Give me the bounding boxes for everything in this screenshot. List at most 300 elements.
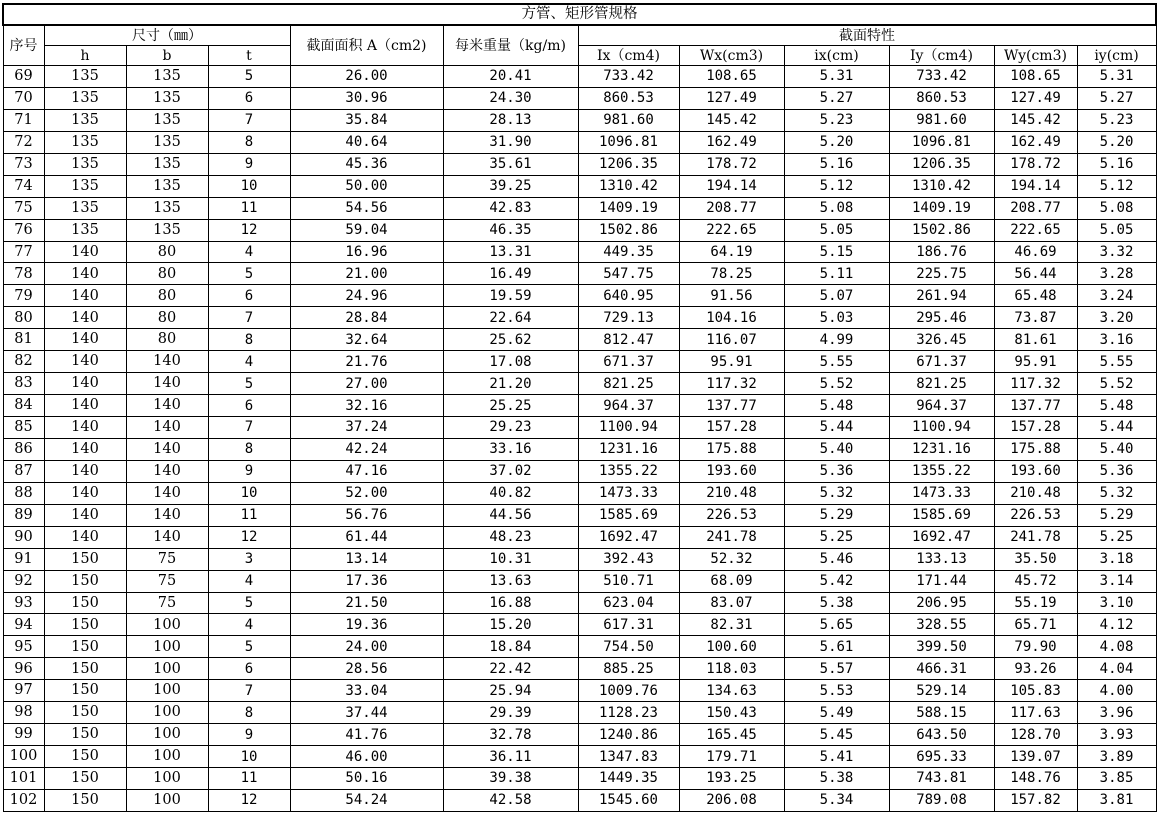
- table-row: [3, 219, 1156, 241]
- cell-h: 140: [44, 482, 126, 504]
- header-iy-moment: Iy（cm4): [889, 46, 994, 66]
- cell-weight: 46.35: [443, 219, 578, 241]
- cell-h: 150: [44, 724, 126, 746]
- header-ix-radius: ix(cm): [784, 46, 889, 66]
- cell-iy-radius: 3.28: [1077, 263, 1156, 285]
- cell-wy: 208.77: [994, 197, 1077, 219]
- cell-ix-radius: 5.44: [784, 417, 889, 439]
- cell-t: 8: [208, 329, 290, 351]
- cell-wx: 157.28: [679, 417, 784, 439]
- cell-iy-radius: 5.32: [1077, 482, 1156, 504]
- cell-area: 45.36: [290, 153, 443, 175]
- cell-seq: 95: [3, 636, 44, 658]
- cell-h: 135: [44, 197, 126, 219]
- cell-ix-moment: 1310.42: [578, 175, 679, 197]
- cell-seq: 83: [3, 373, 44, 395]
- cell-iy-radius: 4.08: [1077, 636, 1156, 658]
- cell-ix-moment: 1692.47: [578, 526, 679, 548]
- cell-h: 140: [44, 263, 126, 285]
- cell-iy-radius: 5.52: [1077, 373, 1156, 395]
- cell-b: 135: [126, 197, 208, 219]
- cell-b: 140: [126, 526, 208, 548]
- cell-wy: 162.49: [994, 131, 1077, 153]
- cell-h: 135: [44, 219, 126, 241]
- table-row: [3, 548, 1156, 570]
- cell-t: 5: [208, 263, 290, 285]
- cell-t: 7: [208, 417, 290, 439]
- cell-t: 9: [208, 460, 290, 482]
- cell-area: 30.96: [290, 87, 443, 109]
- cell-seq: 87: [3, 460, 44, 482]
- cell-iy-radius: 3.93: [1077, 724, 1156, 746]
- cell-weight: 29.39: [443, 702, 578, 724]
- cell-t: 7: [208, 307, 290, 329]
- cell-area: 35.84: [290, 109, 443, 131]
- header-row-1: [3, 25, 1156, 46]
- cell-ix-radius: 5.34: [784, 789, 889, 811]
- cell-h: 140: [44, 329, 126, 351]
- cell-ix-moment: 729.13: [578, 307, 679, 329]
- cell-wx: 165.45: [679, 724, 784, 746]
- cell-iy-radius: 5.40: [1077, 438, 1156, 460]
- cell-h: 140: [44, 351, 126, 373]
- cell-ix-moment: 1128.23: [578, 702, 679, 724]
- cell-wx: 193.25: [679, 768, 784, 790]
- cell-wx: 179.71: [679, 746, 784, 768]
- cell-iy-moment: 643.50: [889, 724, 994, 746]
- table-row: [3, 87, 1156, 109]
- cell-b: 80: [126, 307, 208, 329]
- header-wy: Wy(cm3): [994, 46, 1077, 66]
- cell-weight: 48.23: [443, 526, 578, 548]
- table-row: [3, 417, 1156, 439]
- cell-b: 135: [126, 109, 208, 131]
- cell-seq: 101: [3, 768, 44, 790]
- cell-h: 140: [44, 373, 126, 395]
- cell-ix-moment: 1231.16: [578, 438, 679, 460]
- cell-b: 135: [126, 66, 208, 88]
- cell-wy: 241.78: [994, 526, 1077, 548]
- cell-weight: 31.90: [443, 131, 578, 153]
- cell-iy-radius: 5.05: [1077, 219, 1156, 241]
- table-row: [3, 241, 1156, 263]
- cell-b: 100: [126, 636, 208, 658]
- header-iy-radius: iy(cm): [1077, 46, 1156, 66]
- cell-t: 8: [208, 438, 290, 460]
- cell-b: 80: [126, 263, 208, 285]
- cell-ix-moment: 754.50: [578, 636, 679, 658]
- cell-ix-moment: 733.42: [578, 66, 679, 88]
- header-wx: Wx(cm3): [679, 46, 784, 66]
- cell-seq: 80: [3, 307, 44, 329]
- cell-b: 100: [126, 702, 208, 724]
- cell-ix-moment: 821.25: [578, 373, 679, 395]
- cell-ix-radius: 5.05: [784, 219, 889, 241]
- cell-weight: 25.62: [443, 329, 578, 351]
- cell-h: 140: [44, 526, 126, 548]
- cell-ix-moment: 1240.86: [578, 724, 679, 746]
- cell-t: 7: [208, 680, 290, 702]
- cell-b: 140: [126, 460, 208, 482]
- cell-t: 6: [208, 285, 290, 307]
- cell-wy: 178.72: [994, 153, 1077, 175]
- cell-ix-radius: 5.49: [784, 702, 889, 724]
- cell-iy-radius: 5.16: [1077, 153, 1156, 175]
- cell-h: 135: [44, 109, 126, 131]
- table-row: [3, 131, 1156, 153]
- cell-t: 10: [208, 746, 290, 768]
- cell-ix-moment: 671.37: [578, 351, 679, 373]
- cell-weight: 33.16: [443, 438, 578, 460]
- cell-weight: 28.13: [443, 109, 578, 131]
- cell-weight: 16.49: [443, 263, 578, 285]
- cell-weight: 19.59: [443, 285, 578, 307]
- cell-t: 5: [208, 66, 290, 88]
- cell-iy-moment: 733.42: [889, 66, 994, 88]
- cell-weight: 32.78: [443, 724, 578, 746]
- cell-h: 150: [44, 680, 126, 702]
- cell-iy-radius: 3.24: [1077, 285, 1156, 307]
- cell-area: 46.00: [290, 746, 443, 768]
- cell-ix-radius: 5.36: [784, 460, 889, 482]
- table-row: [3, 460, 1156, 482]
- cell-ix-radius: 5.15: [784, 241, 889, 263]
- cell-iy-radius: 3.16: [1077, 329, 1156, 351]
- cell-wx: 208.77: [679, 197, 784, 219]
- cell-wx: 150.43: [679, 702, 784, 724]
- cell-h: 150: [44, 636, 126, 658]
- cell-iy-moment: 295.46: [889, 307, 994, 329]
- cell-wx: 127.49: [679, 87, 784, 109]
- table-row: [3, 592, 1156, 614]
- cell-b: 135: [126, 87, 208, 109]
- cell-iy-radius: 5.23: [1077, 109, 1156, 131]
- cell-iy-moment: 171.44: [889, 570, 994, 592]
- cell-seq: 79: [3, 285, 44, 307]
- cell-iy-radius: 4.12: [1077, 614, 1156, 636]
- cell-iy-moment: 789.08: [889, 789, 994, 811]
- cell-ix-moment: 1347.83: [578, 746, 679, 768]
- cell-wy: 55.19: [994, 592, 1077, 614]
- cell-wy: 226.53: [994, 504, 1077, 526]
- cell-weight: 36.11: [443, 746, 578, 768]
- cell-wy: 117.32: [994, 373, 1077, 395]
- cell-ix-moment: 1206.35: [578, 153, 679, 175]
- cell-ix-moment: 964.37: [578, 395, 679, 417]
- cell-iy-radius: 5.12: [1077, 175, 1156, 197]
- cell-ix-radius: 4.99: [784, 329, 889, 351]
- cell-iy-moment: 1310.42: [889, 175, 994, 197]
- cell-ix-radius: 5.55: [784, 351, 889, 373]
- cell-ix-radius: 5.32: [784, 482, 889, 504]
- cell-area: 42.24: [290, 438, 443, 460]
- cell-seq: 99: [3, 724, 44, 746]
- cell-iy-moment: 186.76: [889, 241, 994, 263]
- cell-wy: 45.72: [994, 570, 1077, 592]
- cell-iy-radius: 3.96: [1077, 702, 1156, 724]
- table-row: [3, 504, 1156, 526]
- cell-b: 140: [126, 417, 208, 439]
- cell-seq: 71: [3, 109, 44, 131]
- cell-b: 75: [126, 570, 208, 592]
- cell-iy-moment: 1409.19: [889, 197, 994, 219]
- cell-area: 17.36: [290, 570, 443, 592]
- cell-ix-moment: 1355.22: [578, 460, 679, 482]
- cell-area: 24.96: [290, 285, 443, 307]
- cell-t: 12: [208, 526, 290, 548]
- cell-b: 80: [126, 285, 208, 307]
- cell-wy: 105.83: [994, 680, 1077, 702]
- cell-wx: 193.60: [679, 460, 784, 482]
- cell-b: 140: [126, 482, 208, 504]
- cell-iy-moment: 671.37: [889, 351, 994, 373]
- cell-wx: 222.65: [679, 219, 784, 241]
- cell-area: 21.76: [290, 351, 443, 373]
- cell-seq: 75: [3, 197, 44, 219]
- cell-ix-radius: 5.20: [784, 131, 889, 153]
- cell-iy-moment: 1096.81: [889, 131, 994, 153]
- cell-area: 33.04: [290, 680, 443, 702]
- cell-iy-moment: 743.81: [889, 768, 994, 790]
- cell-ix-radius: 5.08: [784, 197, 889, 219]
- cell-b: 135: [126, 131, 208, 153]
- cell-weight: 20.41: [443, 66, 578, 88]
- cell-weight: 39.25: [443, 175, 578, 197]
- cell-iy-moment: 328.55: [889, 614, 994, 636]
- cell-t: 10: [208, 482, 290, 504]
- cell-ix-radius: 5.29: [784, 504, 889, 526]
- cell-area: 40.64: [290, 131, 443, 153]
- cell-t: 9: [208, 724, 290, 746]
- header-area: 截面面积 A（cm2): [290, 25, 443, 66]
- cell-t: 8: [208, 131, 290, 153]
- cell-t: 5: [208, 592, 290, 614]
- table-row: [3, 789, 1156, 811]
- cell-t: 6: [208, 87, 290, 109]
- cell-iy-moment: 1473.33: [889, 482, 994, 504]
- cell-iy-moment: 225.75: [889, 263, 994, 285]
- cell-b: 100: [126, 680, 208, 702]
- cell-b: 100: [126, 614, 208, 636]
- cell-iy-radius: 5.25: [1077, 526, 1156, 548]
- cell-t: 9: [208, 153, 290, 175]
- cell-iy-moment: 399.50: [889, 636, 994, 658]
- cell-b: 135: [126, 219, 208, 241]
- cell-iy-moment: 981.60: [889, 109, 994, 131]
- cell-iy-moment: 529.14: [889, 680, 994, 702]
- cell-wx: 162.49: [679, 131, 784, 153]
- cell-t: 12: [208, 219, 290, 241]
- cell-area: 59.04: [290, 219, 443, 241]
- cell-area: 27.00: [290, 373, 443, 395]
- cell-iy-radius: 4.04: [1077, 658, 1156, 680]
- cell-t: 11: [208, 504, 290, 526]
- cell-b: 100: [126, 658, 208, 680]
- cell-iy-moment: 1692.47: [889, 526, 994, 548]
- cell-seq: 88: [3, 482, 44, 504]
- table-row: [3, 373, 1156, 395]
- cell-iy-radius: 5.55: [1077, 351, 1156, 373]
- table-row: [3, 329, 1156, 351]
- cell-ix-radius: 5.38: [784, 768, 889, 790]
- cell-wy: 117.63: [994, 702, 1077, 724]
- cell-wx: 145.42: [679, 109, 784, 131]
- table-row: [3, 197, 1156, 219]
- cell-area: 26.00: [290, 66, 443, 88]
- cell-weight: 42.83: [443, 197, 578, 219]
- cell-iy-moment: 466.31: [889, 658, 994, 680]
- cell-area: 21.00: [290, 263, 443, 285]
- cell-weight: 25.25: [443, 395, 578, 417]
- cell-t: 4: [208, 614, 290, 636]
- cell-wx: 68.09: [679, 570, 784, 592]
- cell-seq: 69: [3, 66, 44, 88]
- cell-iy-moment: 1231.16: [889, 438, 994, 460]
- cell-iy-radius: 3.20: [1077, 307, 1156, 329]
- cell-area: 52.00: [290, 482, 443, 504]
- cell-h: 150: [44, 702, 126, 724]
- cell-weight: 21.20: [443, 373, 578, 395]
- cell-iy-radius: 5.27: [1077, 87, 1156, 109]
- cell-b: 80: [126, 241, 208, 263]
- cell-iy-radius: 3.89: [1077, 746, 1156, 768]
- cell-ix-moment: 1545.60: [578, 789, 679, 811]
- cell-wx: 210.48: [679, 482, 784, 504]
- cell-area: 28.84: [290, 307, 443, 329]
- title-row: [3, 4, 1156, 25]
- cell-iy-moment: 261.94: [889, 285, 994, 307]
- cell-t: 11: [208, 768, 290, 790]
- cell-b: 140: [126, 395, 208, 417]
- cell-area: 13.14: [290, 548, 443, 570]
- cell-ix-radius: 5.11: [784, 263, 889, 285]
- header-ix-moment: Ix（cm4): [578, 46, 679, 66]
- header-weight: 每米重量（kg/m): [443, 25, 578, 66]
- cell-area: 54.24: [290, 789, 443, 811]
- cell-h: 150: [44, 789, 126, 811]
- cell-area: 47.16: [290, 460, 443, 482]
- cell-seq: 82: [3, 351, 44, 373]
- cell-wx: 226.53: [679, 504, 784, 526]
- cell-iy-radius: 3.14: [1077, 570, 1156, 592]
- header-h: h: [44, 46, 126, 66]
- cell-weight: 13.31: [443, 241, 578, 263]
- cell-t: 6: [208, 395, 290, 417]
- cell-wy: 222.65: [994, 219, 1077, 241]
- cell-b: 100: [126, 746, 208, 768]
- table-row: [3, 570, 1156, 592]
- cell-iy-radius: 5.36: [1077, 460, 1156, 482]
- cell-area: 19.36: [290, 614, 443, 636]
- cell-ix-moment: 1100.94: [578, 417, 679, 439]
- cell-seq: 102: [3, 789, 44, 811]
- cell-iy-radius: 5.20: [1077, 131, 1156, 153]
- cell-wy: 73.87: [994, 307, 1077, 329]
- cell-wx: 118.03: [679, 658, 784, 680]
- cell-wy: 65.71: [994, 614, 1077, 636]
- cell-weight: 24.30: [443, 87, 578, 109]
- cell-ix-radius: 5.16: [784, 153, 889, 175]
- cell-wy: 56.44: [994, 263, 1077, 285]
- cell-ix-moment: 1096.81: [578, 131, 679, 153]
- cell-seq: 94: [3, 614, 44, 636]
- header-size-group: 尺寸（㎜）: [44, 25, 290, 46]
- cell-iy-radius: 5.44: [1077, 417, 1156, 439]
- cell-t: 3: [208, 548, 290, 570]
- cell-wx: 100.60: [679, 636, 784, 658]
- table-row: [3, 680, 1156, 702]
- table-row: [3, 307, 1156, 329]
- cell-ix-radius: 5.48: [784, 395, 889, 417]
- cell-seq: 84: [3, 395, 44, 417]
- cell-iy-radius: 5.48: [1077, 395, 1156, 417]
- cell-seq: 89: [3, 504, 44, 526]
- cell-h: 150: [44, 614, 126, 636]
- cell-h: 150: [44, 592, 126, 614]
- cell-seq: 92: [3, 570, 44, 592]
- cell-ix-moment: 392.43: [578, 548, 679, 570]
- cell-wx: 95.91: [679, 351, 784, 373]
- cell-area: 32.16: [290, 395, 443, 417]
- cell-h: 150: [44, 768, 126, 790]
- cell-t: 4: [208, 241, 290, 263]
- cell-iy-radius: 5.29: [1077, 504, 1156, 526]
- cell-b: 100: [126, 789, 208, 811]
- cell-ix-moment: 617.31: [578, 614, 679, 636]
- table-row: [3, 746, 1156, 768]
- cell-ix-moment: 547.75: [578, 263, 679, 285]
- cell-iy-moment: 1585.69: [889, 504, 994, 526]
- cell-h: 135: [44, 66, 126, 88]
- cell-wy: 108.65: [994, 66, 1077, 88]
- cell-ix-radius: 5.45: [784, 724, 889, 746]
- cell-t: 5: [208, 373, 290, 395]
- cell-wy: 210.48: [994, 482, 1077, 504]
- cell-b: 140: [126, 373, 208, 395]
- cell-area: 32.64: [290, 329, 443, 351]
- header-t: t: [208, 46, 290, 66]
- cell-seq: 91: [3, 548, 44, 570]
- cell-h: 140: [44, 460, 126, 482]
- cell-ix-radius: 5.61: [784, 636, 889, 658]
- cell-seq: 86: [3, 438, 44, 460]
- cell-ix-radius: 5.41: [784, 746, 889, 768]
- cell-t: 7: [208, 109, 290, 131]
- cell-seq: 85: [3, 417, 44, 439]
- cell-b: 80: [126, 329, 208, 351]
- cell-h: 140: [44, 285, 126, 307]
- cell-t: 4: [208, 570, 290, 592]
- cell-ix-radius: 5.57: [784, 658, 889, 680]
- cell-seq: 73: [3, 153, 44, 175]
- cell-iy-radius: 3.81: [1077, 789, 1156, 811]
- cell-area: 50.16: [290, 768, 443, 790]
- cell-iy-moment: 1502.86: [889, 219, 994, 241]
- cell-wx: 82.31: [679, 614, 784, 636]
- cell-wx: 91.56: [679, 285, 784, 307]
- cell-iy-radius: 5.31: [1077, 66, 1156, 88]
- cell-b: 140: [126, 351, 208, 373]
- cell-wx: 104.16: [679, 307, 784, 329]
- cell-wy: 145.42: [994, 109, 1077, 131]
- cell-wx: 52.32: [679, 548, 784, 570]
- cell-iy-moment: 133.13: [889, 548, 994, 570]
- cell-wy: 128.70: [994, 724, 1077, 746]
- cell-wy: 35.50: [994, 548, 1077, 570]
- table-row: [3, 285, 1156, 307]
- cell-ix-radius: 5.65: [784, 614, 889, 636]
- header-seq: 序号: [3, 25, 44, 66]
